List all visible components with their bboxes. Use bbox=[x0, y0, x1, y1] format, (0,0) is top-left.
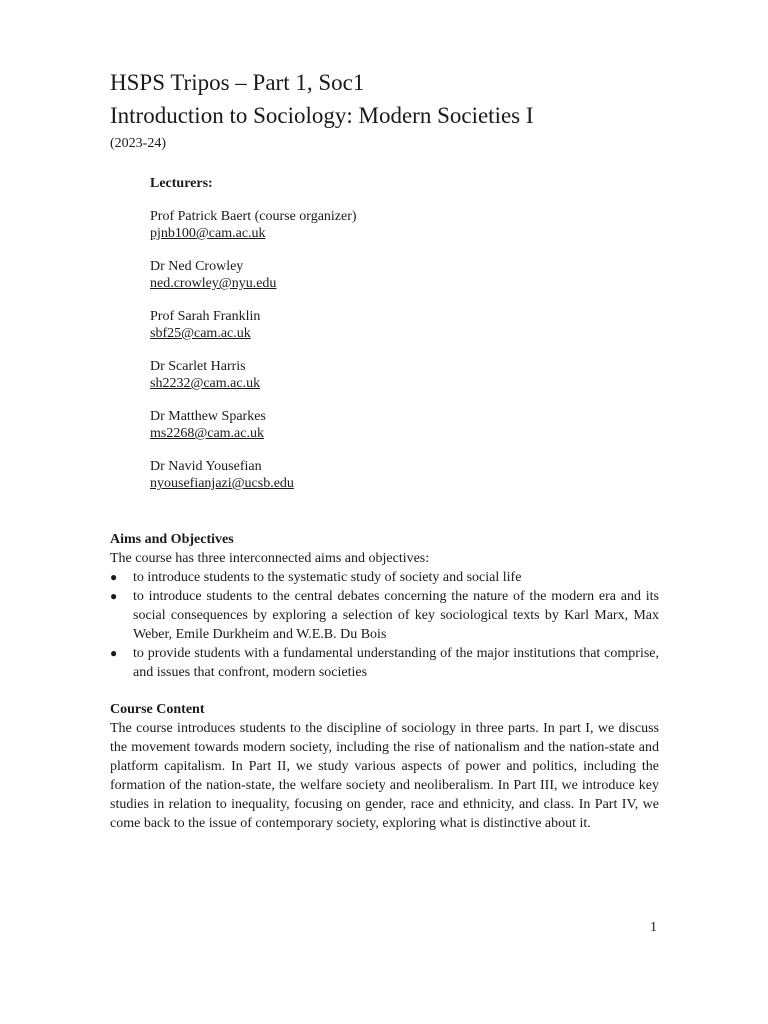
document-page bbox=[110, 66, 659, 833]
lecturer-entry bbox=[150, 208, 659, 242]
course-content-section bbox=[110, 700, 659, 833]
lecturer-name: Prof Sarah Franklin bbox=[150, 309, 261, 324]
lecturer-email-link[interactable]: sbf25@cam.ac.uk bbox=[150, 326, 251, 341]
lecturer-entry bbox=[150, 358, 659, 392]
lecturer-name: Dr Ned Crowley bbox=[150, 259, 244, 274]
course-content-heading: Course Content bbox=[110, 702, 205, 717]
aims-heading: Aims and Objectives bbox=[110, 532, 234, 547]
bullet-icon: ● bbox=[110, 646, 118, 660]
lecturer-name: Dr Matthew Sparkes bbox=[150, 409, 266, 424]
lecturers-heading: Lecturers: bbox=[150, 176, 213, 191]
aim-text: to introduce students to the systematic study of society and social life bbox=[133, 570, 522, 585]
bullet-icon: ● bbox=[110, 589, 118, 603]
lecturer-entry bbox=[150, 458, 659, 492]
lecturer-email-link[interactable]: pjnb100@cam.ac.uk bbox=[150, 226, 266, 241]
course-content-body: The course introduces students to the discipline of sociology in three parts. In part I, we discuss the movement towards modern society, including the rise of nationalism and the nation-state and platform capitalism. In Part II, we study various aspects of power and politics, including the formation of the nation-state, the welfare society and neoliberalism. In Part III, we introduce key studies in relation to inequality, focusing on gender, race and ethnicity, and class. In Part IV, we come back to the issue of contemporary society, exploring what is distinctive about it. bbox=[110, 721, 659, 831]
lecturer-entry bbox=[150, 408, 659, 442]
lecturer-name: Dr Scarlet Harris bbox=[150, 359, 246, 374]
lecturers-section bbox=[150, 175, 659, 492]
list-item bbox=[110, 587, 659, 644]
bullet-icon: ● bbox=[110, 570, 118, 584]
lecturer-name: Prof Patrick Baert (course organizer) bbox=[150, 209, 357, 224]
lecturer-email-link[interactable]: ned.crowley@nyu.edu bbox=[150, 276, 277, 291]
aims-list bbox=[110, 568, 659, 682]
page-number: 1 bbox=[650, 920, 657, 935]
document-title bbox=[110, 66, 659, 132]
list-item bbox=[110, 568, 659, 587]
lecturer-name: Dr Navid Yousefian bbox=[150, 459, 262, 474]
aim-text: to introduce students to the central debates concerning the nature of the modern era and its social consequences by exploring a selection of key sociological texts by Karl Marx, Max Weber, Emile Durkheim and W.E.B. Du Bois bbox=[133, 589, 659, 642]
academic-year: (2023-24) bbox=[110, 136, 166, 151]
title-line-2: Introduction to Sociology: Modern Societies I bbox=[110, 103, 534, 128]
lecturer-entry bbox=[150, 258, 659, 292]
title-line-1: HSPS Tripos – Part 1, Soc1 bbox=[110, 70, 365, 95]
aims-intro: The course has three interconnected aims and objectives: bbox=[110, 551, 430, 566]
lecturer-email-link[interactable]: nyousefianjazi@ucsb.edu bbox=[150, 476, 294, 491]
lecturer-email-link[interactable]: ms2268@cam.ac.uk bbox=[150, 426, 264, 441]
list-item bbox=[110, 644, 659, 682]
aim-text: to provide students with a fundamental understanding of the major institutions that comprise, and issues that confront, modern societies bbox=[133, 646, 659, 680]
lecturer-email-link[interactable]: sh2232@cam.ac.uk bbox=[150, 376, 261, 391]
aims-section bbox=[110, 530, 659, 682]
lecturer-entry bbox=[150, 308, 659, 342]
